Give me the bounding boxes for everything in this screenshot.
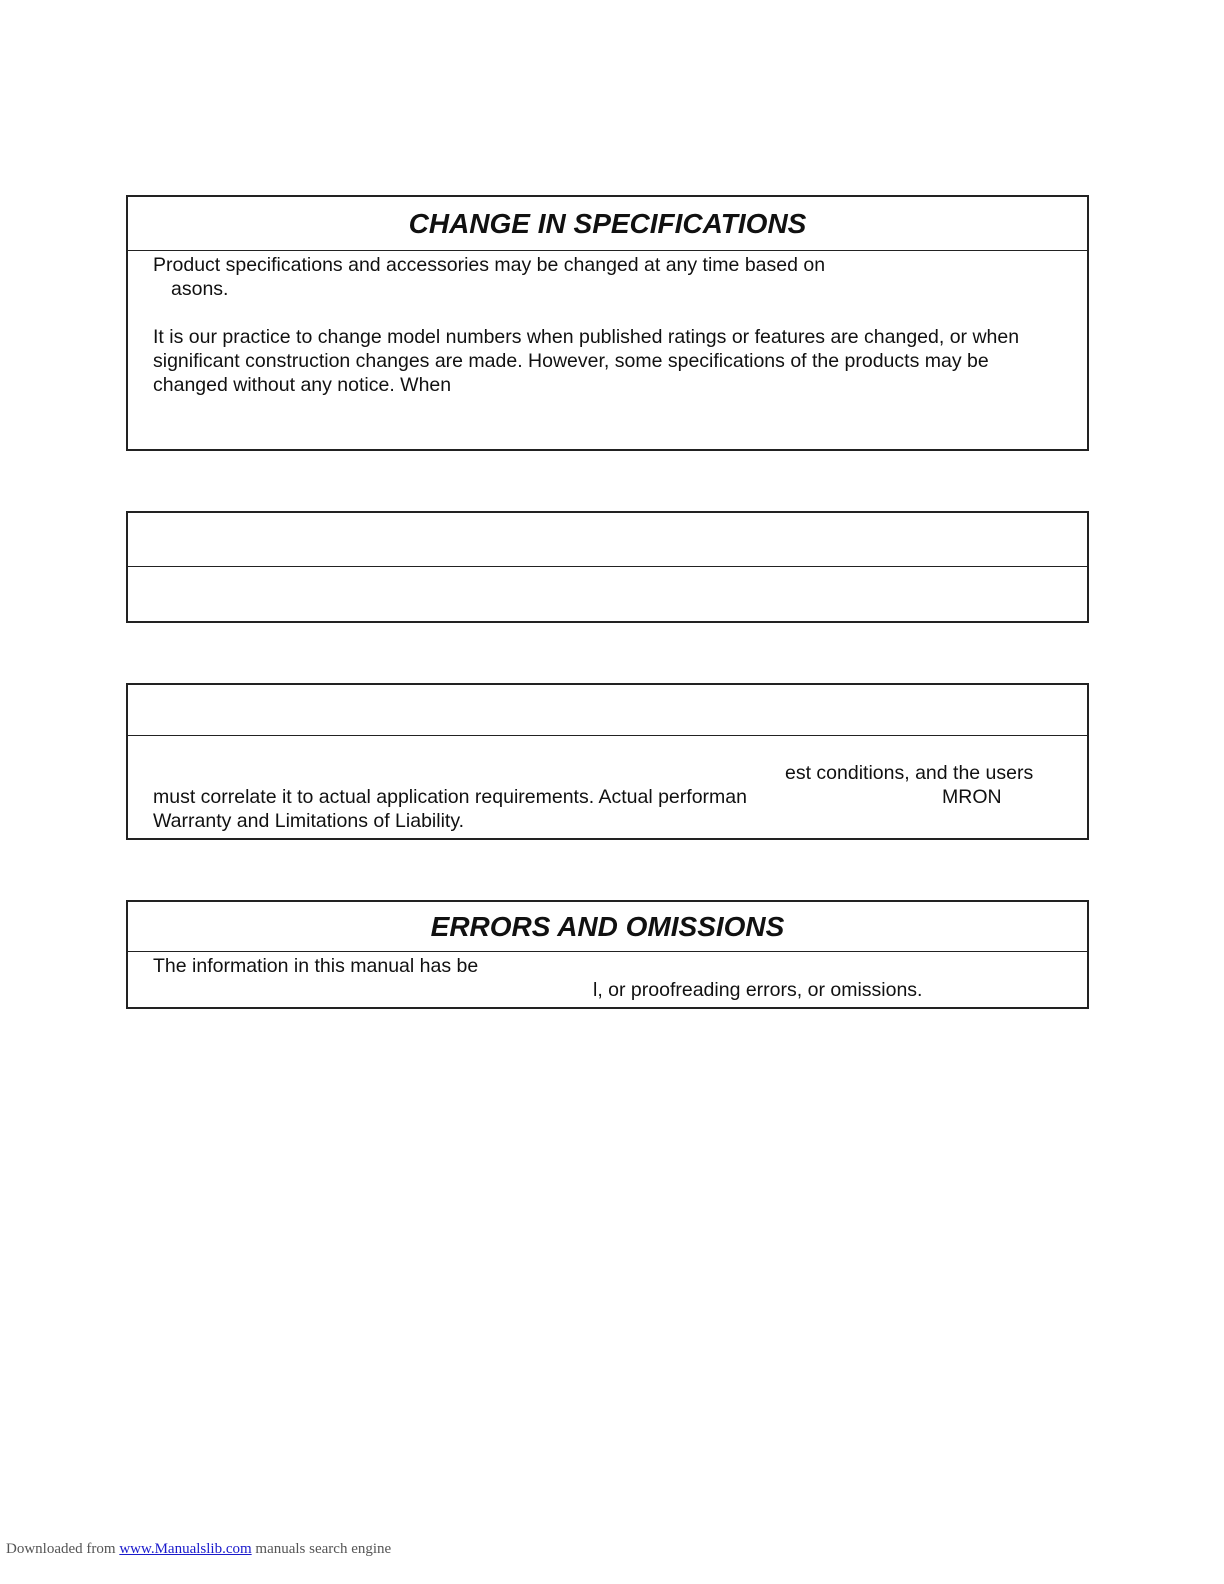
change-in-specifications-box — [126, 195, 1089, 451]
performance-data-title — [128, 685, 1087, 736]
specs-para1-line2: asons. — [171, 278, 229, 300]
specs-para1-line1: Product specifications and accessories may be changed at any time based on — [153, 254, 826, 276]
performance-line1: est conditions, and the users — [785, 762, 1034, 784]
change-in-specifications-title: CHANGE IN SPECIFICATIONS — [128, 197, 1087, 251]
specs-para2-line3: changed without any notice. When — [153, 374, 452, 396]
errors-line2: l, or proofreading errors, or omissions. — [593, 979, 923, 1001]
download-footer — [6, 1541, 391, 1558]
errors-line1: The information in this manual has be — [153, 955, 479, 977]
performance-line2a: must correlate it to actual application requirements. Actual performan — [153, 786, 747, 808]
redacted-box — [126, 511, 1089, 623]
performance-line2b: MRON — [942, 786, 1002, 808]
footer-suffix: manuals search engine — [255, 1541, 392, 1557]
specs-para2-line1: It is our practice to change model numbers when published ratings or features are changed, or when — [153, 326, 1020, 348]
performance-line3: Warranty and Limitations of Liability. — [153, 810, 465, 832]
manualslib-link[interactable]: www.Manualslib.com — [119, 1541, 252, 1557]
specs-para2-line2: significant construction changes are made. However, some specifications of the products may be — [153, 350, 989, 372]
footer-prefix: Downloaded from — [6, 1541, 116, 1557]
redacted-box-title — [128, 513, 1087, 567]
errors-and-omissions-title: ERRORS AND OMISSIONS — [128, 902, 1087, 952]
